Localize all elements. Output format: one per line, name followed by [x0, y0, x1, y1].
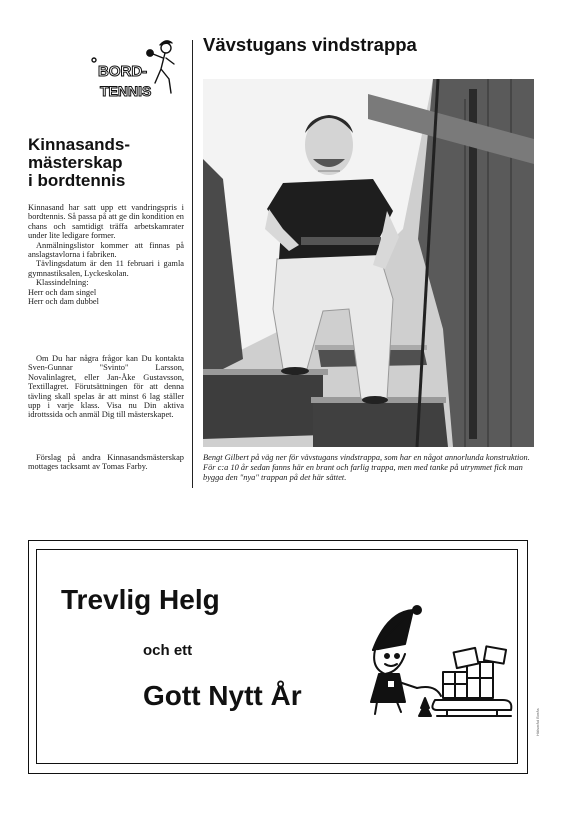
illustration-credit: Hälsoråd Borås: [535, 708, 540, 736]
svg-text:BORD-: BORD-: [98, 63, 148, 80]
staircase-photo: [203, 79, 534, 447]
suggestion-text: Förslag på andra Kinnasandsmästerskap mottages tacksamt av Tomas Farby.: [28, 453, 184, 472]
bordtennis-logo: [88, 36, 184, 104]
tabletennis-headline: Kinnasands- mästerskap i bordtennis: [28, 135, 131, 190]
signup-text: Anmälningslistor kommer att finnas på anslagstavlorna i fabriken.: [28, 240, 184, 260]
greeting-line-3: Gott Nytt År: [143, 680, 302, 711]
suggestion-paragraph: [28, 453, 184, 472]
column-divider: [192, 40, 193, 488]
greeting-line-1: Trevlig Helg: [61, 584, 220, 615]
class-singles: Herr och dam singel: [28, 287, 97, 297]
date-text: Tävlingsdatum är den 11 februari i gamla gymnastiksalen, Lyckeskolan.: [28, 259, 184, 278]
svg-text:TENNIS: TENNIS: [100, 83, 152, 99]
class-doubles: Herr och dam dubbel: [28, 297, 99, 307]
tabletennis-intro: [28, 203, 184, 306]
intro-text: Kinnasand har satt upp ett vandringspris i bordtennis. Så passa på att ge din kondition en chans och samtidigt träffa arbetskamrater under lite ledigare former.: [28, 203, 184, 241]
greeting-line-2: och ett: [143, 642, 193, 659]
photo-caption: Bengt Gilbert på väg ner för vävstugans vindstrappa, som har en något annorlunda konstruktion. För c:a 10 år sedan fanns här en brant och farlig trappa, men med tanke på utrymmet fick man bygga den "nya" trappan på det här sättet.: [203, 453, 530, 482]
santa-sled-illustration: [365, 604, 515, 724]
contact-text: Om Du har några frågor kan Du kontakta Sven-Gunnar "Svinto" Larsson, Novalinlagret, eller Jan-Åke Gustavsson, Textillagret. Förutsättningen för att denna tävling skall spelas är att minst 6 lag ställer upp i varje klass. Visa nu Din aktiva idrottssida och anmäl Dig till mästerskapet.: [28, 354, 184, 420]
contact-paragraph: [28, 354, 184, 420]
classes-label: Klassindelning:: [36, 278, 89, 288]
staircase-headline: Vävstugans vindstrappa: [203, 34, 417, 55]
